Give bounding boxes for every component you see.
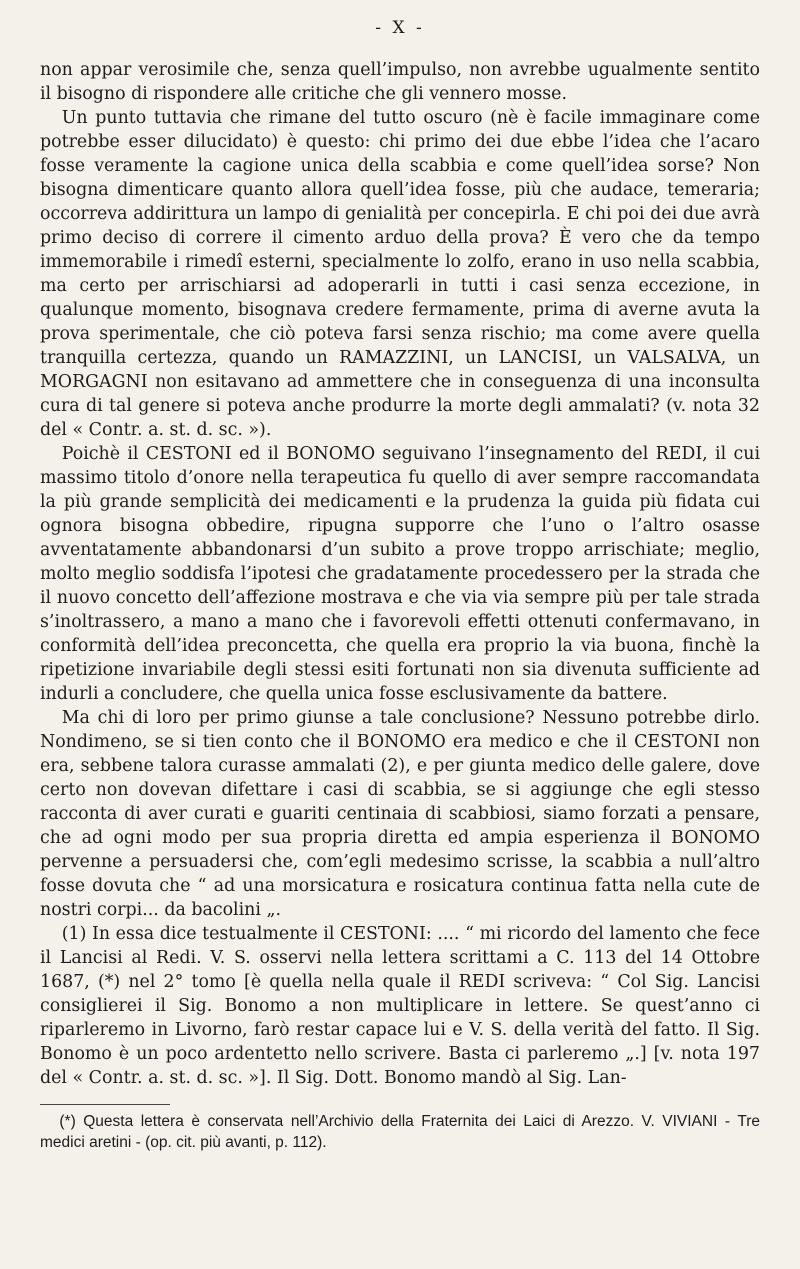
footnote-divider	[40, 1104, 170, 1105]
page-number: - X -	[375, 18, 425, 38]
paragraph-1: non appar verosimile che, senza quell’impulso, non avrebbe ugualmente sentito il bisogno di rispondere alle critiche che gli vennero mosse.	[40, 60, 760, 104]
footnote: (*) Questa lettera è conservata nell’Archivio della Fraternita dei Laici di Arezzo. V. VIVIANI - Tre medici aretini - (op. cit. più avanti, p. 112).	[40, 1113, 760, 1151]
paragraph-5: (1) In essa dice testualmente il CESTONI: .... “ mi ricordo del lamento che fece il Lancisi al Redi. V. S. osservi nella lettera scrittami a C. 113 del 14 Ottobre 1687, (*) nel 2° tomo [è quella nella quale il REDI scriveva: “ Col Sig. Lancisi consiglierei il Sig. Bonomo a non multiplicare in lettere. Se quest’anno ci riparleremo in Livorno, farò restar capace lui e V. S. della verità del fatto. Il Sig. Bonomo è un poco ardentetto nello scrivere. Basta ci parleremo „.] [v. nota 197 del « Contr. a. st. d. sc. »]. Il Sig. Dott. Bonomo mandò al Sig. Lan-	[40, 924, 760, 1088]
paragraph-3: Poichè il CESTONI ed il BONOMO seguivano l’insegnamento del REDI, il cui massimo titolo d’onore nella terapeutica fu quello di aver sempre raccomandata la più grande semplicità dei medicamenti e la prudenza la guida più fidata cui ognora bisogna obbedire, ripugna supporre che l’uno o l’altro osasse avventatamente abbandonarsi d’un subito a prove troppo arrischiate; meglio, molto meglio soddisfa l’ipotesi che gradatamente procedessero per la strada che il nuovo concetto dell’affezione mostrava e che via via sempre più per tale strada s’inoltrassero, a mano a mano che i favorevoli effetti ottenuti confermavano, in conformità dell’idea preconcetta, che quella era proprio la via buona, finchè la ripetizione invariabile degli stessi esiti fortunati non sia divenuta sufficiente ad indurli a concludere, che quella unica fosse esclusivamente da battere.	[40, 444, 760, 704]
paragraph-2: Un punto tuttavia che rimane del tutto oscuro (nè è facile immaginare come potrebbe esser dilucidato) è questo: chi primo dei due ebbe l’idea che l’acaro fosse veramente la cagione unica della scabbia e come quell’idea sorse? Non bisogna dimenticare quanto allora quell’idea fosse, più che audace, temeraria; occorreva addirittura un lampo di genialità per concepirla. E chi poi dei due avrà primo deciso di correre il cimento arduo della prova? È vero che da tempo immemorabile i rimedî esterni, specialmente lo zolfo, erano in uso nella scabbia, ma certo per arrischiarsi ad adoperarli in tutti i casi senza eccezione, in qualunque momento, bisognava credere fermamente, prima di averne avuta la prova sperimentale, che ciò poteva farsi senza rischio; ma come avere quella tranquilla certezza, quando un RAMAZZINI, un LANCISI, un VALSALVA, un MORGAGNI non esitavano ad ammettere che in conseguenza di una inconsulta cura di tal genere si poteva anche produrre la morte degli ammalati? (v. nota 32 del « Contr. a. st. d. sc. »).	[40, 108, 760, 440]
body-text	[40, 58, 760, 1090]
paragraph-4: Ma chi di loro per primo giunse a tale conclusione? Nessuno potrebbe dirlo. Nondimeno, se si tien conto che il BONOMO era medico e che il CESTONI non era, sebbene talora curasse ammalati (2), e per giunta medico delle galere, dove certo non dovevan difettare i casi di scabbia, se si aggiunge che egli stesso racconta di aver curati e guariti centinaia di scabbiosi, siamo forzati a pensare, che ad ogni modo per sua propria diretta ed ampia esperienza il BONOMO pervenne a persuadersi che, com’egli medesimo scrisse, la scabbia a null’altro fosse dovuta che “ ad una morsicatura e rosicatura continua fatta nella cute de nostri corpi... da bacolini „.	[40, 708, 760, 920]
